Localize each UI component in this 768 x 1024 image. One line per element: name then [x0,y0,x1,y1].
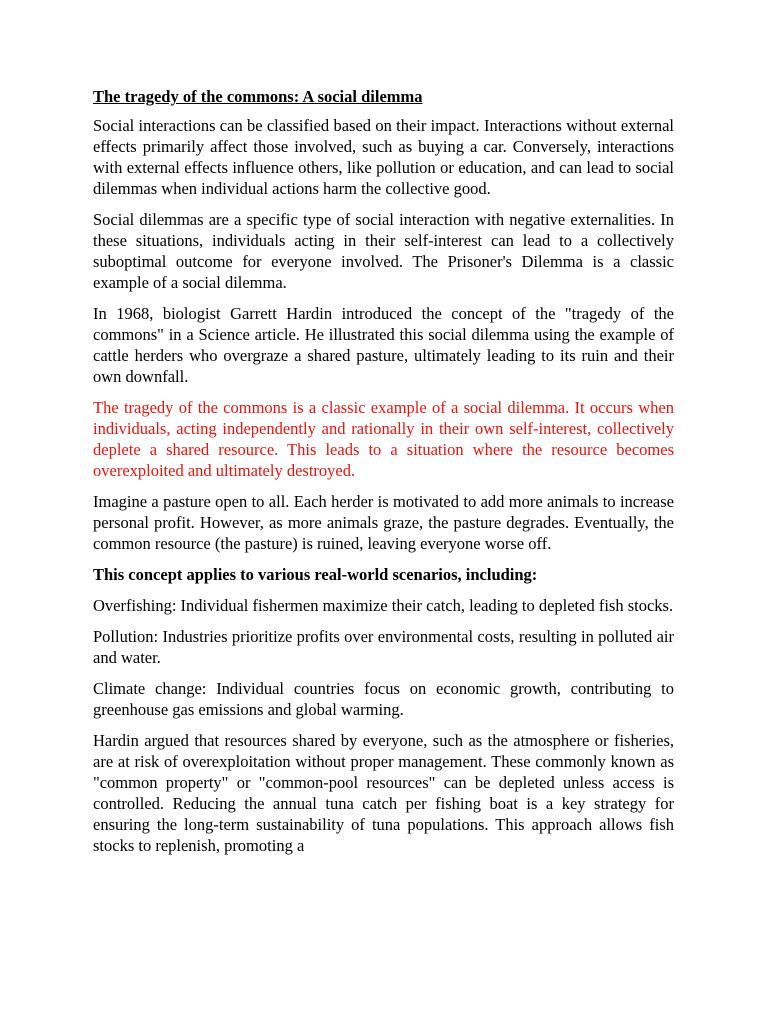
paragraph-closing: Hardin argued that resources shared by everyone, such as the atmosphere or fisheries, are at risk of overexploitation without proper management. These commonly known as "common property" or "common-pool resources" can be depleted unless access is controlled. Reducing the annual tuna catch per fishing boat is a key strategy for ensuring the long-term sustainability of tuna populations. This approach allows fish stocks to replenish, promoting a [93,731,674,855]
paragraph-hardin-1968: In 1968, biologist Garrett Hardin introduced the concept of the "tragedy of the commons" in a Science article. He illustrated this social dilemma using the example of cattle herders who overgraze a shared pasture, ultimately leading to its ruin and their own downfall. [93,304,674,386]
scenario-climate-change: Climate change: Individual countries focus on economic growth, contributing to greenhouse gas emissions and global warming. [93,679,674,719]
scenario-overfishing: Overfishing: Individual fishermen maximize their catch, leading to depleted fish stocks. [93,596,674,615]
scenario-pollution: Pollution: Industries prioritize profits over environmental costs, resulting in polluted air and water. [93,627,674,667]
paragraph-pasture-example: Imagine a pasture open to all. Each herder is motivated to add more animals to increase personal profit. However, as more animals graze, the pasture degrades. Eventually, the common resource (the pasture) is ruined, leaving everyone worse off. [93,492,674,553]
document-page [93,86,674,866]
paragraph-social-dilemmas: Social dilemmas are a specific type of social interaction with negative externalities. In these situations, individuals acting in their self-interest can lead to a collectively suboptimal outcome for everyone involved. The Prisoner's Dilemma is a classic example of a social dilemma. [93,210,674,292]
scenarios-heading: This concept applies to various real-world scenarios, including: [93,565,538,584]
paragraph-social-interactions: Social interactions can be classified based on their impact. Interactions without external effects primarily affect those involved, such as buying a car. Conversely, interactions with external effects influence others, like pollution or education, and can lead to social dilemmas when individual actions harm the collective good. [93,116,674,198]
document-title: The tragedy of the commons: A social dilemma [93,87,423,106]
paragraph-highlighted-definition: The tragedy of the commons is a classic example of a social dilemma. It occurs when individuals, acting independently and rationally in their own self-interest, collectively deplete a shared resource. This leads to a situation where the resource becomes overexploited and ultimately destroyed. [93,398,674,480]
